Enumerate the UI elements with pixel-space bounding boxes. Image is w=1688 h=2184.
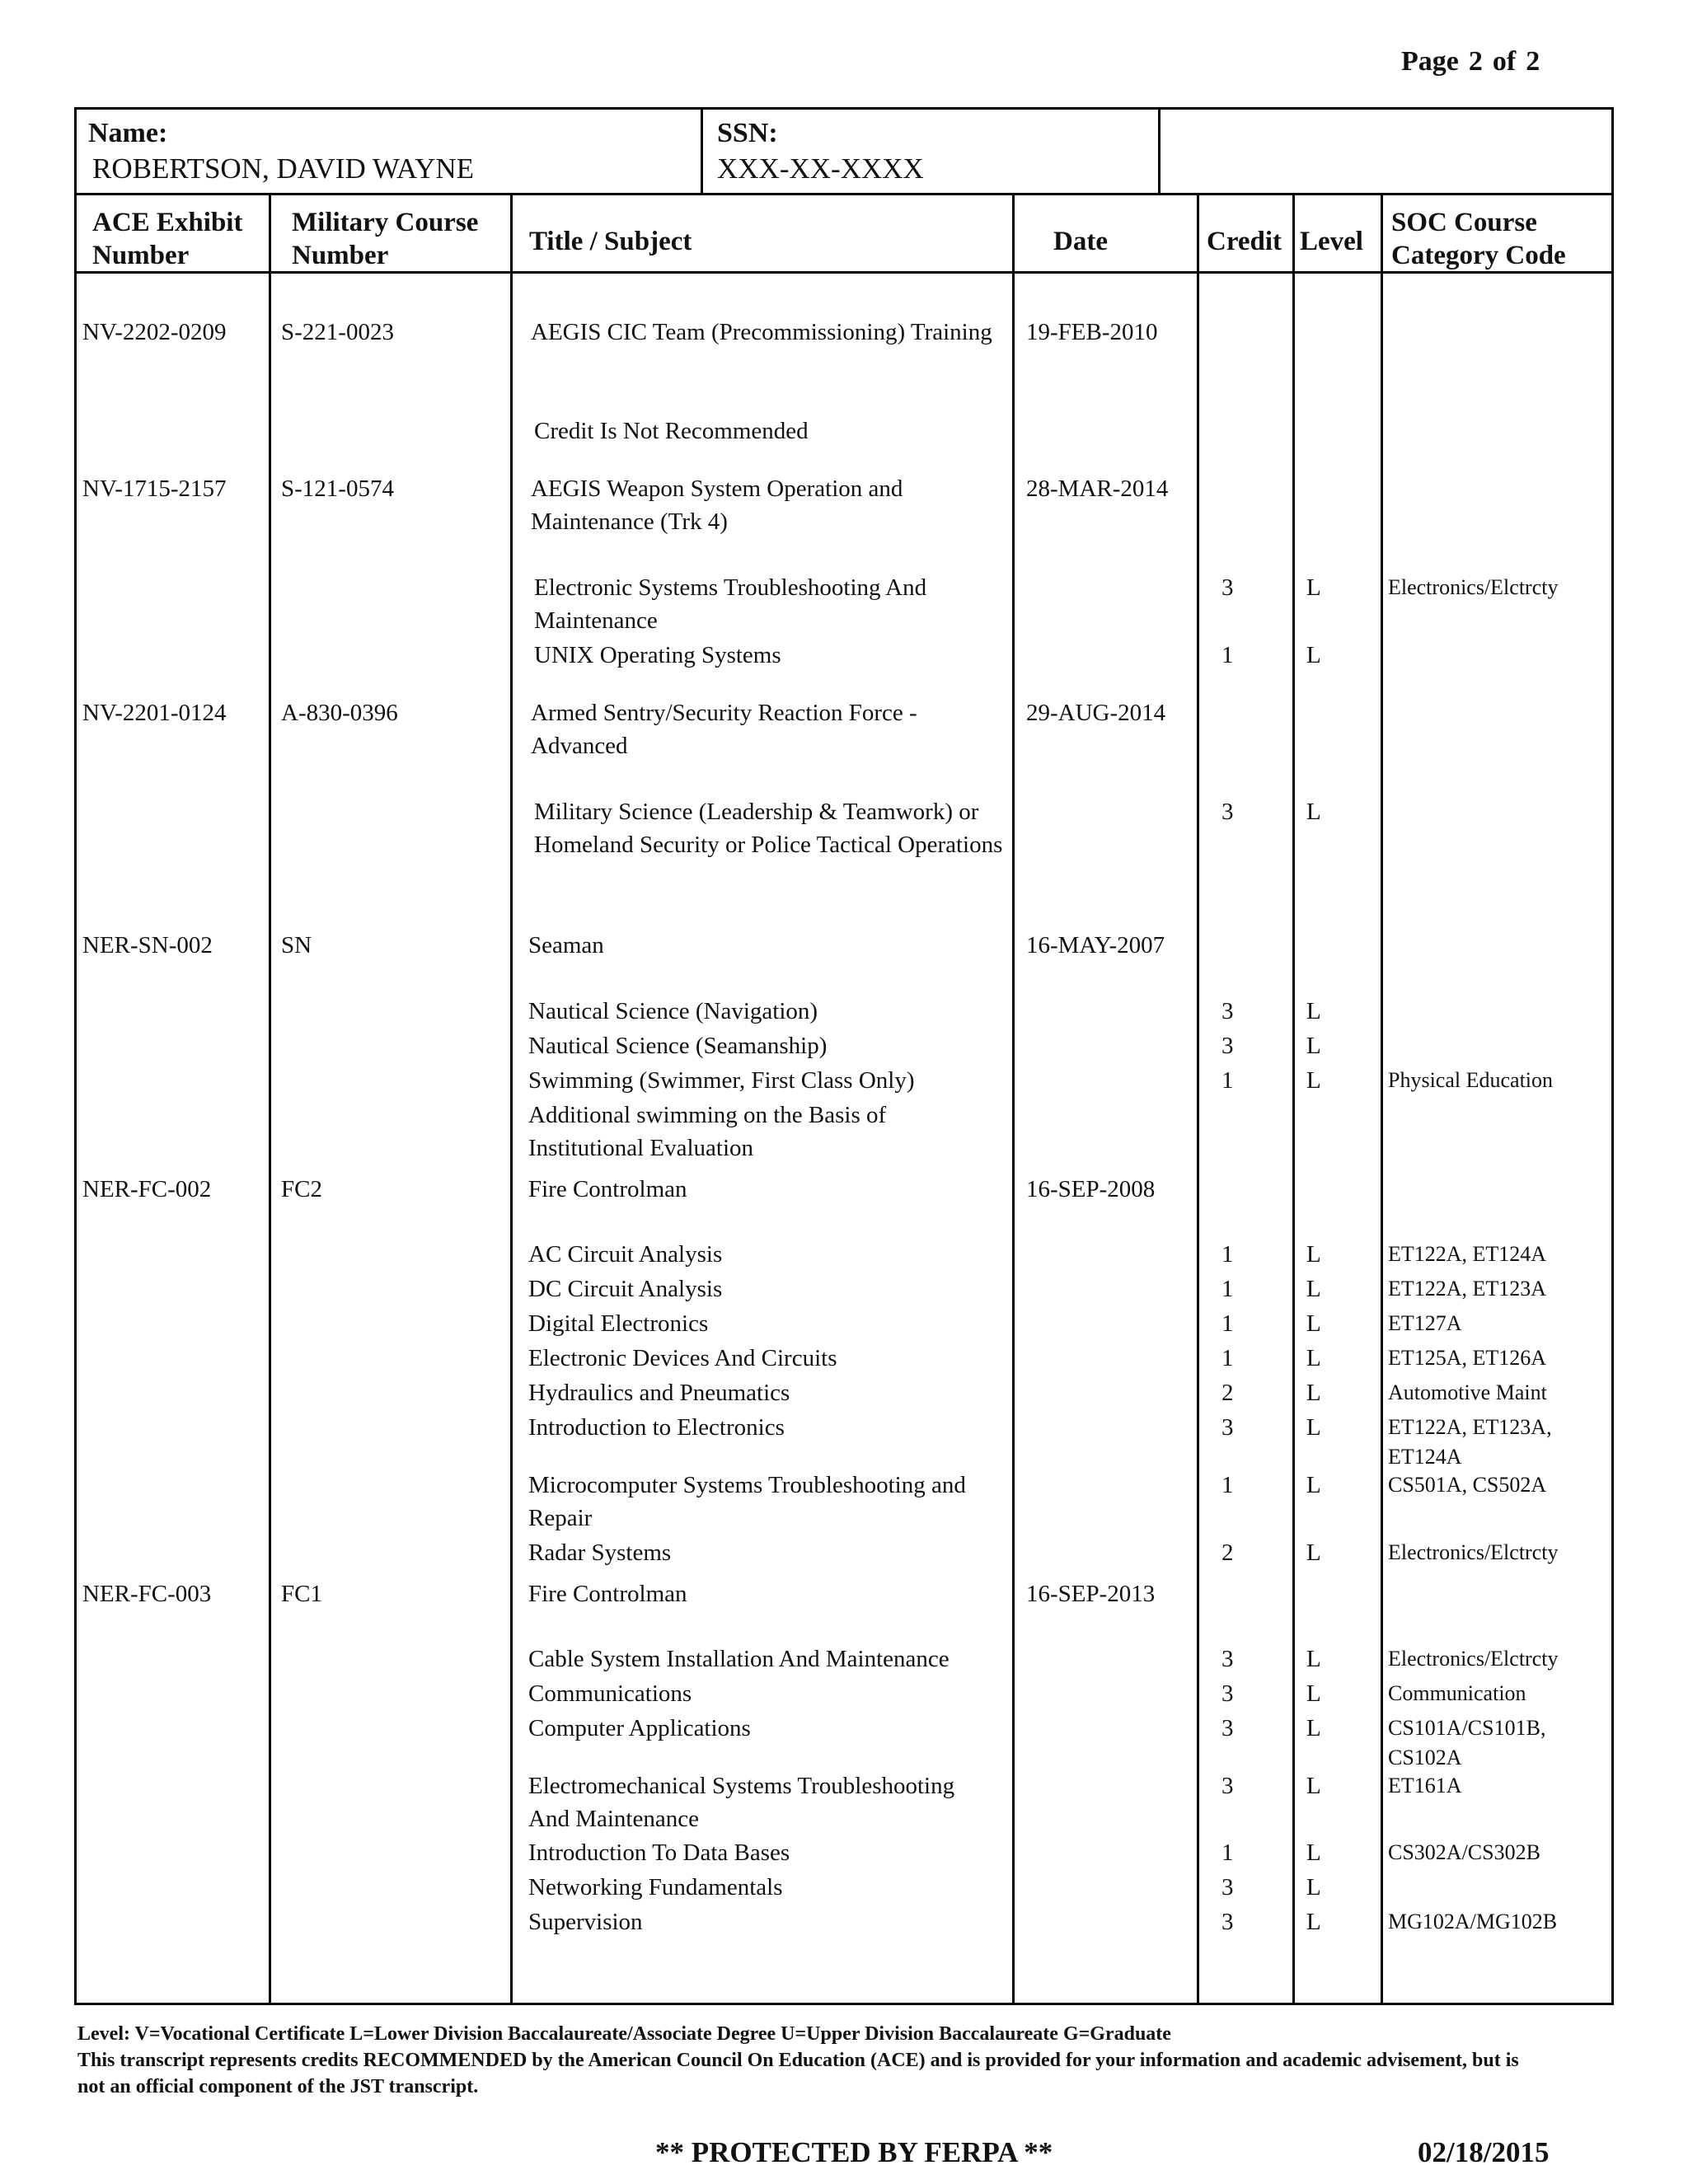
row-ace-number: NER-FC-002 [82,1176,212,1202]
row-soc-code: CS302A/CS302B [1388,1840,1540,1864]
row-title: AEGIS CIC Team (Precommissioning) Training [531,319,992,345]
ssn-label: SSN: [717,118,778,148]
row-title: DC Circuit Analysis [528,1276,723,1302]
row-date: 28-MAR-2014 [1026,476,1169,502]
row-title: Radar Systems [528,1540,672,1566]
row-soc-code: ET127A [1388,1311,1462,1335]
row-level: L [1306,1540,1321,1566]
row-title: Military Science (Leadership & Teamwork) or Homeland Security or Police Tactical Operations [534,799,1003,858]
col-header-title: Title / Subject [529,227,692,256]
row-title: UNIX Operating Systems [534,642,781,668]
row-course-number: S-221-0023 [281,319,394,345]
row-credit: 1 [1221,1067,1234,1094]
page-label: Page [1401,46,1459,77]
row-credit: 3 [1221,1909,1234,1935]
col-divider-title [1012,193,1015,2005]
row-course-number: FC2 [281,1176,322,1202]
col-header-credit: Credit [1207,227,1282,256]
row-title: Cable System Installation And Maintenance [528,1646,950,1672]
row-credit: 1 [1221,1345,1234,1371]
row-title: Nautical Science (Seamanship) [528,1033,828,1059]
col-header-level: Level [1300,227,1363,256]
row-title: Computer Applications [528,1715,751,1741]
row-credit: 3 [1221,1874,1234,1900]
page-number [1401,46,1550,77]
row-title: Microcomputer Systems Troubleshooting and Repair [528,1472,966,1531]
row-level: L [1306,642,1321,668]
print-date: 02/18/2015 [1418,2136,1550,2168]
row-date: 19-FEB-2010 [1026,319,1158,345]
col-header-military: Military Course Number [292,208,479,270]
row-level: L [1306,1773,1321,1799]
row-title: Electronic Systems Troubleshooting And Maintenance [534,574,927,634]
row-title: Additional swimming on the Basis of Institutional Evaluation [528,1102,887,1161]
row-title: Electronic Devices And Circuits [528,1345,837,1371]
row-title: Electromechanical Systems Troubleshooting And Maintenance [528,1773,955,1832]
col-divider-credit [1292,193,1295,2005]
row-ace-number: NV-1715-2157 [82,476,227,502]
row-ace-number: NV-2202-0209 [82,319,227,345]
row-level: L [1306,574,1321,601]
row-credit: 3 [1221,998,1234,1024]
row-credit: 2 [1221,1380,1234,1406]
row-title: Nautical Science (Navigation) [528,998,818,1024]
row-credit: 1 [1221,1472,1234,1498]
ssn-blank-divider [1158,107,1160,193]
row-credit: 1 [1221,1840,1234,1866]
page-current: 2 [1468,46,1483,77]
row-title: Credit Is Not Recommended [534,418,809,444]
col-divider-level [1381,193,1383,2005]
row-level: L [1306,1241,1321,1268]
row-credit: 2 [1221,1540,1234,1566]
row-credit: 1 [1221,1241,1234,1268]
row-title: Digital Electronics [528,1310,709,1337]
row-title: Communications [528,1680,692,1707]
row-soc-code: ET161A [1388,1774,1462,1797]
row-date: 16-MAY-2007 [1026,932,1165,958]
row-title: Introduction To Data Bases [528,1840,790,1866]
row-title: Armed Sentry/Security Reaction Force - Advanced [531,700,917,759]
row-soc-code: Communication [1388,1681,1526,1705]
ace-disclaimer: This transcript represents credits RECOMMENDED by the American Council On Education (ACE) and is provided for your information and academic advisement, but is not an official component of the JST transcript. [77,2050,1519,2097]
row-level: L [1306,1067,1321,1094]
row-level: L [1306,1909,1321,1935]
row-credit: 3 [1221,574,1234,601]
row-level: L [1306,799,1321,825]
page-of-label: of [1492,46,1517,77]
row-title: Seaman [528,932,604,958]
row-level: L [1306,1276,1321,1302]
row-level: L [1306,1680,1321,1707]
row-course-number: FC1 [281,1581,322,1607]
row-credit: 1 [1221,642,1234,668]
row-credit: 3 [1221,1033,1234,1059]
row-date: 16-SEP-2008 [1026,1176,1156,1202]
row-ace-number: NER-SN-002 [82,932,213,958]
col-header-date: Date [1053,227,1108,256]
row-level: L [1306,1646,1321,1672]
row-soc-code: Electronics/Elctrcty [1388,1647,1559,1671]
row-credit: 3 [1221,1646,1234,1672]
row-level: L [1306,1840,1321,1866]
row-soc-code: CS101A/CS101B, CS102A [1388,1716,1546,1769]
page-total: 2 [1526,46,1540,77]
row-soc-code: ET122A, ET123A [1388,1277,1547,1301]
col-header-ace: ACE Exhibit Number [92,208,243,270]
row-credit: 3 [1221,799,1234,825]
row-soc-code: CS501A, CS502A [1388,1473,1547,1497]
row-title: Swimming (Swimmer, First Class Only) [528,1067,915,1094]
row-soc-code: Physical Education [1388,1068,1554,1092]
row-level: L [1306,1380,1321,1406]
row-soc-code: ET125A, ET126A [1388,1346,1547,1370]
row-soc-code: ET122A, ET123A, ET124A [1388,1415,1552,1469]
row-level: L [1306,1414,1321,1441]
row-level: L [1306,1472,1321,1498]
row-soc-code: Automotive Maint [1388,1380,1547,1404]
row-level: L [1306,1715,1321,1741]
ssn-value: XXX-XX-XXXX [717,152,924,185]
row-course-number: S-121-0574 [281,476,394,502]
name-ssn-divider [701,107,703,193]
row-course-number: SN [281,932,312,958]
col-header-soc: SOC Course Category Code [1391,208,1566,270]
row-soc-code: Electronics/Elctrcty [1388,575,1559,599]
col-divider-date [1197,193,1199,2005]
row-level: L [1306,1874,1321,1900]
row-soc-code: Electronics/Elctrcty [1388,1540,1559,1564]
row-level: L [1306,1345,1321,1371]
level-legend: Level: V=Vocational Certificate L=Lower Division Baccalaureate/Associate Degree U=Upper Division Baccalaureate G=Graduate [77,2023,1171,2045]
name-label: Name: [88,118,168,148]
ferpa-notice: ** PROTECTED BY FERPA ** [655,2136,1053,2168]
row-title: Fire Controlman [528,1176,687,1202]
row-title: Introduction to Electronics [528,1414,785,1441]
row-title: AEGIS Weapon System Operation and Maintenance (Trk 4) [531,476,903,535]
row-soc-code: MG102A/MG102B [1388,1910,1558,1933]
row-ace-number: NV-2201-0124 [82,700,227,726]
row-credit: 1 [1221,1310,1234,1337]
name-value: ROBERTSON, DAVID WAYNE [92,152,474,185]
row-date: 29-AUG-2014 [1026,700,1166,726]
row-level: L [1306,1310,1321,1337]
row-title: Hydraulics and Pneumatics [528,1380,790,1406]
row-title: Supervision [528,1909,643,1935]
row-credit: 3 [1221,1715,1234,1741]
col-divider-ace [269,193,271,2005]
row-course-number: A-830-0396 [281,700,398,726]
row-title: Networking Fundamentals [528,1874,783,1900]
row-title: Fire Controlman [528,1581,687,1607]
row-date: 16-SEP-2013 [1026,1581,1156,1607]
row-ace-number: NER-FC-003 [82,1581,212,1607]
row-credit: 1 [1221,1276,1234,1302]
col-divider-military [510,193,513,2005]
row-level: L [1306,1033,1321,1059]
row-soc-code: ET122A, ET124A [1388,1242,1547,1266]
row-level: L [1306,998,1321,1024]
row-credit: 3 [1221,1680,1234,1707]
row-credit: 3 [1221,1414,1234,1441]
row-credit: 3 [1221,1773,1234,1799]
row-title: AC Circuit Analysis [528,1241,723,1268]
